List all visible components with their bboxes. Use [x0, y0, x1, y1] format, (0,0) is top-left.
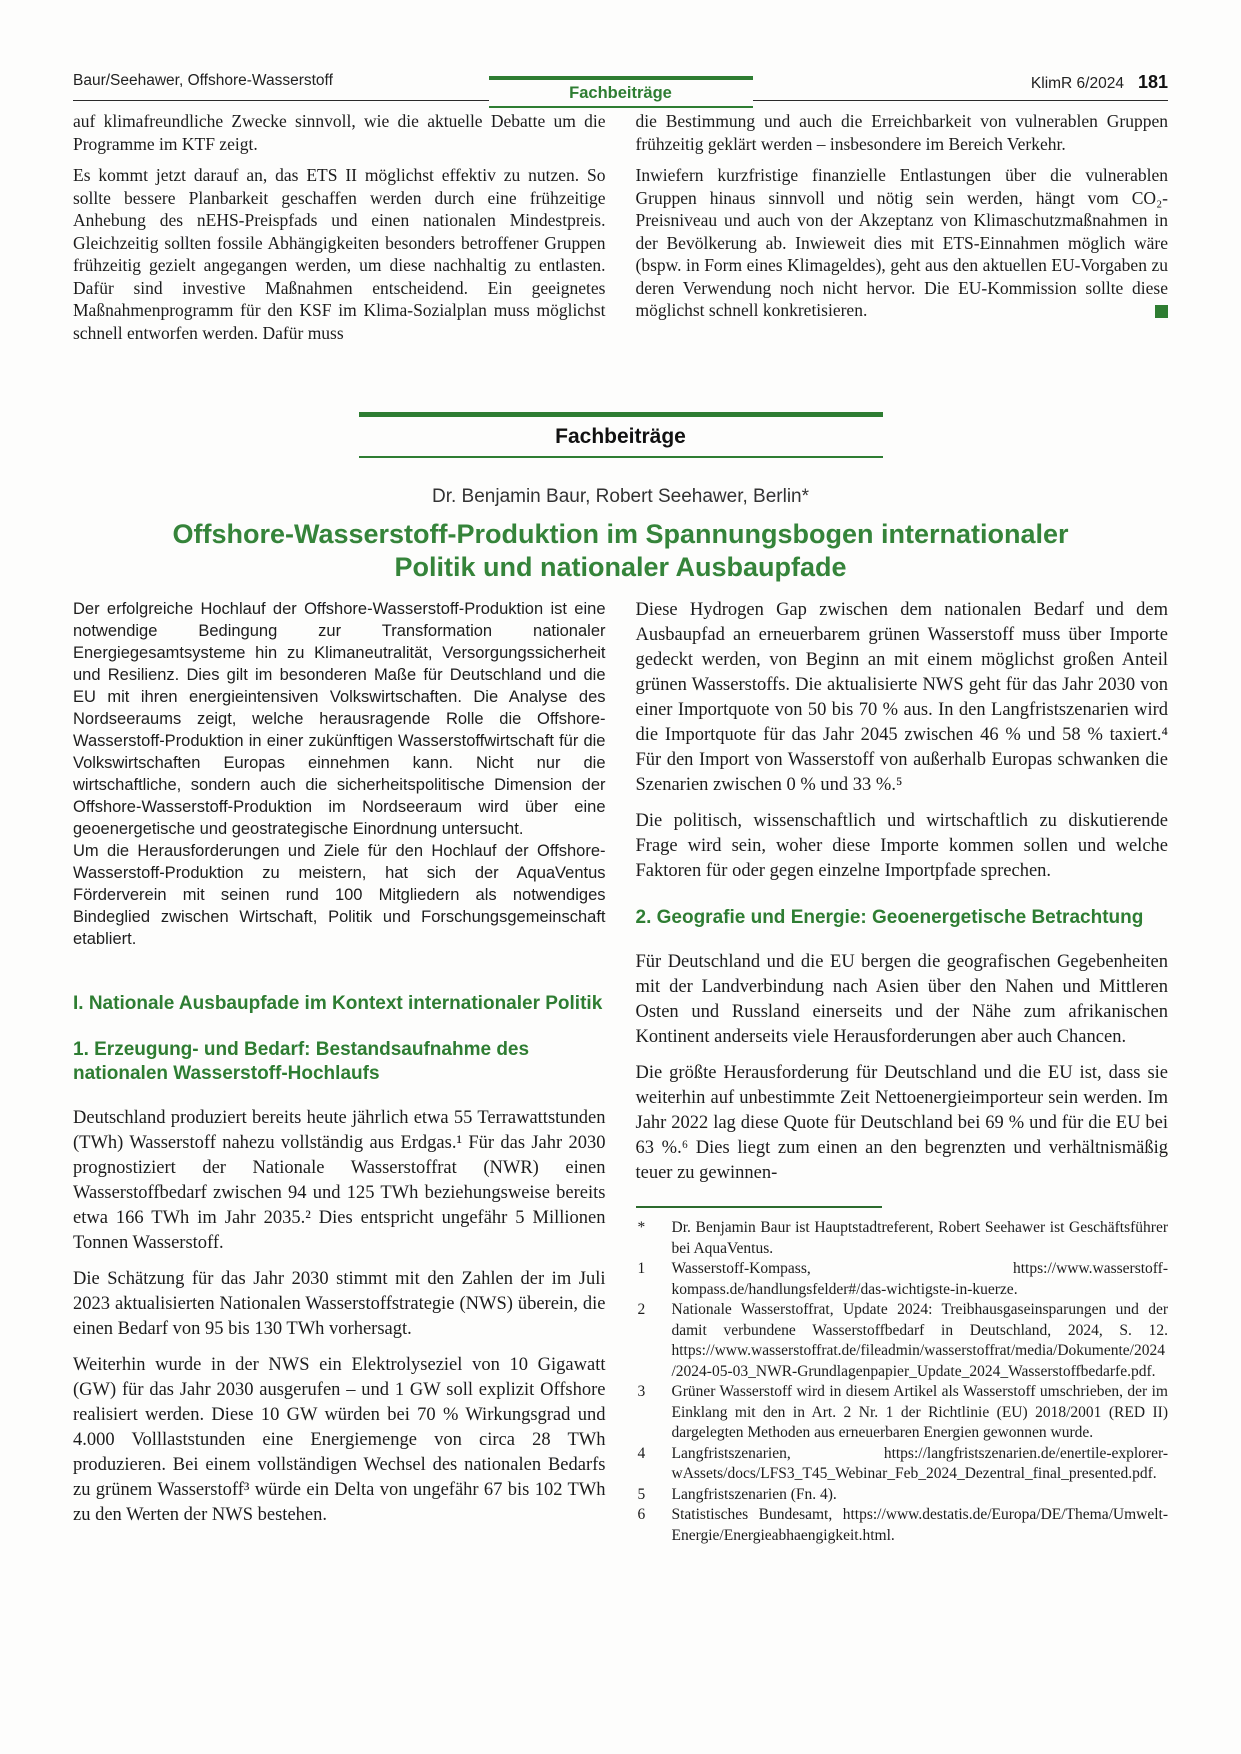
footnote: [636, 1218, 1169, 1259]
footnotes-block: [636, 1206, 1169, 1546]
article-title: [0, 518, 1241, 584]
footnote-separator-rule: [636, 1206, 882, 1208]
footnote: [636, 1259, 1169, 1300]
journal-issue: KlimR 6/2024: [1030, 75, 1124, 92]
abstract-paragraph: Der erfolgreiche Hochlauf der Offshore-Wasserstoff-Produktion ist eine notwendige Bedingung zur Transformation nationaler Energiegesamtsysteme hin zu Klimaneutralität, Versorgungssicherheit und Resilienz. Dies gilt im besonderen Maße für Deutschland und die EU mit ihren energieintensiven Volkswirtschaften. Die Analyse des Nordseeraums zeigt, welche herausragende Rolle die Offshore-Wasserstoff-Produktion in einer zukünftigen Wasserstoffwirtschaft für die Volkswirtschaften Europas einnehmen kann. Nicht nur die wirtschaftliche, sondern auch die sicherheitspolitische Dimension der Offshore-Wasserstoff-Produktion im Nordseeraum wird über eine geoenergetische und geostrategische Einordnung untersucht.: [73, 600, 606, 838]
paragraph: Die politisch, wissenschaftlich und wirtschaftlich zu diskutierende Frage wird sein, woher diese Importe kommen sollen und welche Faktoren für oder gegen einzelne Importpfade sprechen.: [635, 811, 1168, 881]
paragraph: die Bestimmung und auch die Erreichbarkeit von vulnerablen Gruppen frühzeitig geklärt werden – insbesondere im Bereich Verkehr.: [635, 111, 1168, 154]
header-issue-block: [1031, 72, 1168, 93]
header-section-label: Fachbeiträge: [569, 84, 672, 102]
footnote-marker: *: [637, 1219, 646, 1236]
previous-article-continuation: [0, 110, 1241, 353]
footnote-text: Langfristszenarien (Fn. 4).: [671, 1485, 837, 1503]
continuation-left-column: [73, 110, 606, 353]
page-header: [73, 58, 1168, 118]
footnote-text: Wasserstoff-Kompass, https://www.wasserstoff-kompass.de/handlungsfelder#/das-wichtigste-in-kuerze.: [671, 1260, 1168, 1298]
paragraph: [636, 164, 1169, 322]
footnote-text: Nationale Wasserstoffrat, Update 2024: Treibhausgaseinsparungen und der damit verbundene Wasserstoffbedarf in Deutschland, 2024, S. 12. https://www.wasserstoffrat.de/fileadmin/wasserstoffrat/media/Dokumente/2024/2024-05-03_NWR-Grundlagenpapier_Update_2024_Wasserstoffbedarfe.pdf.: [671, 1301, 1168, 1380]
footnote: [636, 1444, 1169, 1485]
section-heading-1: 1. Erzeugung- und Bedarf: Bestandsaufnahme des nationalen Wasserstoff-Hochlaufs: [73, 1039, 530, 1084]
article-right-column: [636, 598, 1169, 1546]
paragraph: Diese Hydrogen Gap zwischen dem nationalen Bedarf und dem Ausbaupfad an erneuerbarem grünen Wasserstoff muss über Importe gedeckt werden, von Beginn an mit einem möglichst großen Anteil grünen Wasserstoffs. Die aktualisierte NWS geht für das Jahr 2030 von einer Importquote von 50 bis 70 % aus. In den Langfristszenarien wird die Importquote für das Jahr 2045 zwischen 46 % und 58 % taxiert.⁴ Für den Import von Wasserstoff von außerhalb Europas schwanken die Szenarien zwischen 0 % und 33 %.⁵: [635, 600, 1168, 795]
paragraph: Für Deutschland und die EU bergen die geografischen Gegebenheiten mit der Landverbindung nach Asien über den Nahen und Mittleren Osten und Russland einerseits und der Nähe zum afrikanischen Kontinent anderseits viele Herausforderungen aber auch Chancen.: [635, 952, 1168, 1047]
footnote-marker: 5: [637, 1485, 646, 1503]
article-body: [0, 598, 1241, 1546]
article-left-column: [73, 598, 606, 1546]
footnote-marker: 6: [637, 1506, 646, 1523]
authors-line: Dr. Benjamin Baur, Robert Seehawer, Berlin*: [431, 486, 810, 507]
page-number: 181: [1137, 72, 1168, 92]
running-head: Baur/Seehawer, Offshore-Wasserstoff: [73, 72, 333, 89]
footnote-text: Langfristszenarien, https://langfristszenarien.de/enertile-explorer-wAssets/docs/LFS3_T45_Webinar_Feb_2024_Dezentral_final_presented.pdf.: [671, 1444, 1168, 1482]
continuation-right-column: [636, 110, 1169, 353]
footnote-text: Grüner Wasserstoff wird in diesem Artikel als Wasserstoff umschrieben, der im Einklang mit den in Art. 2 Nr. 1 der Richtlinie (EU) 2018/2001 (RED II) dargelegten Methoden aus erneuerbaren Energien gewonnen wurde.: [671, 1383, 1168, 1441]
header-section-box: [489, 76, 753, 108]
footnote: [636, 1300, 1169, 1382]
paragraph: Es kommt jetzt darauf an, das ETS II möglichst effektiv zu nutzen. So sollte bessere Planbarkeit geschaffen werden durch eine frühzeitige Anhebung des nEHS-Preispfads und einen nationalen Mindestpreis. Gleichzeitig sollten fossile Abhängigkeiten besonders betroffener Gruppen frühzeitig gezielt angegangen werden, um diese nachhaltig zu entlasten. Dafür sind investive Maßnahmen entscheidend. Ein geeignetes Maßnahmenprogramm für den KSF im Klima-Sozialplan muss möglichst schnell entworfen werden. Dafür muss: [73, 165, 606, 343]
footnote: [636, 1382, 1169, 1444]
footnote: [636, 1505, 1169, 1546]
section-heading-2: 2. Geografie und Energie: Geoenergetische Betrachtung: [635, 907, 1144, 928]
abstract-paragraph: Um die Herausforderungen und Ziele für den Hochlauf der Offshore-Wasserstoff-Produktion zu meistern, hat sich der AquaVentus Förderverein mit seinen rund 100 Mitgliedern als notwendiges Bindeglied zwischen Wirtschaft, Politik und Forschungsgemeinschaft etabliert.: [73, 842, 606, 948]
paragraph: Deutschland produziert bereits heute jährlich etwa 55 Terrawattstunden (TWh) Wasserstoff nahezu vollständig aus Erdgas.¹ Für das Jahr 2030 prognostiziert der Nationale Wasserstoffrat (NWR) einen Wasserstoffbedarf zwischen 94 und 125 TWh beziehungsweise bereits etwa 166 TWh im Jahr 2035.² Dies entspricht ungefähr 5 Millionen Tonnen Wasserstoff.: [73, 1108, 606, 1253]
article-title-line2: Politik und nationaler Ausbaupfade: [394, 552, 847, 582]
footnote-marker: 1: [637, 1260, 646, 1277]
footnote: [636, 1485, 1169, 1506]
section-banner: [359, 412, 883, 458]
section-banner-label: Fachbeiträge: [555, 425, 686, 448]
footnote-marker: 2: [637, 1301, 646, 1318]
footnote-text: Statistisches Bundesamt, https://www.destatis.de/Europa/DE/Thema/Umwelt-Energie/Energieabhaengigkeit.html.: [671, 1506, 1168, 1544]
footnote-marker: 3: [637, 1383, 646, 1400]
article-title-line1: Offshore-Wasserstoff-Produktion im Spannungsbogen internationaler: [172, 519, 1069, 549]
paragraph: auf klimafreundliche Zwecke sinnvoll, wie die aktuelle Debatte um die Programme im KTF zeigt.: [73, 111, 606, 154]
section-heading-roman: I. Nationale Ausbaupfade im Kontext internationaler Politik: [73, 993, 603, 1014]
footnote-text: Dr. Benjamin Baur ist Hauptstadtreferent, Robert Seehawer ist Geschäftsführer bei AquaVentus.: [671, 1219, 1168, 1257]
footnote-marker: 4: [637, 1444, 646, 1462]
paragraph-text: Inwiefern kurzfristige finanzielle Entlastungen über die vulnerablen Gruppen hinaus sinnvoll und nötig sein werden, hängt vom CO₂-Preisniveau und auch von der Akzeptanz von Klimaschutzmaßnahmen in der Bevölkerung ab. Inwieweit dies mit ETS-Einnahmen möglich wäre (bspw. in Form eines Klimageldes), geht aus den aktuellen EU-Vorgaben zu deren Verwendung noch nicht hervor. Die EU-Kommission sollte diese möglichst schnell konkretisieren.: [635, 165, 1168, 320]
article-end-square-icon: [1155, 305, 1168, 318]
paragraph: Weiterhin wurde in der NWS ein Elektrolyseziel von 10 Gigawatt (GW) für das Jahr 2030 ausgerufen – und 1 GW soll explizit Offshore realisiert werden. Diese 10 GW würden bei 70 % Wirkungsgrad und 4.000 Volllaststunden eine Energiemenge von circa 28 TWh produzieren. Bei einem vollständigen Wechsel des nationalen Bedarfs zu grünem Wasserstoff³ würde ein Delta von ungefähr 67 bis 102 TWh zu den Werten der NWS bestehen.: [73, 1355, 606, 1525]
paragraph: Die größte Herausforderung für Deutschland und die EU ist, dass sie weiterhin auf unbestimmte Zeit Nettoenergieimporteur sein werden. Im Jahr 2022 lag diese Quote für Deutschland bei 69 % und für die EU bei 63 %.⁶ Dies liegt zum einen an den begrenzten und verhältnismäßig teuer zu gewinnen-: [635, 1063, 1168, 1183]
paragraph: Die Schätzung für das Jahr 2030 stimmt mit den Zahlen der im Juli 2023 aktualisierten Nationalen Wasserstoffstrategie (NWS) überein, die einen Bedarf von 95 bis 130 TWh vorhersagt.: [73, 1269, 606, 1339]
